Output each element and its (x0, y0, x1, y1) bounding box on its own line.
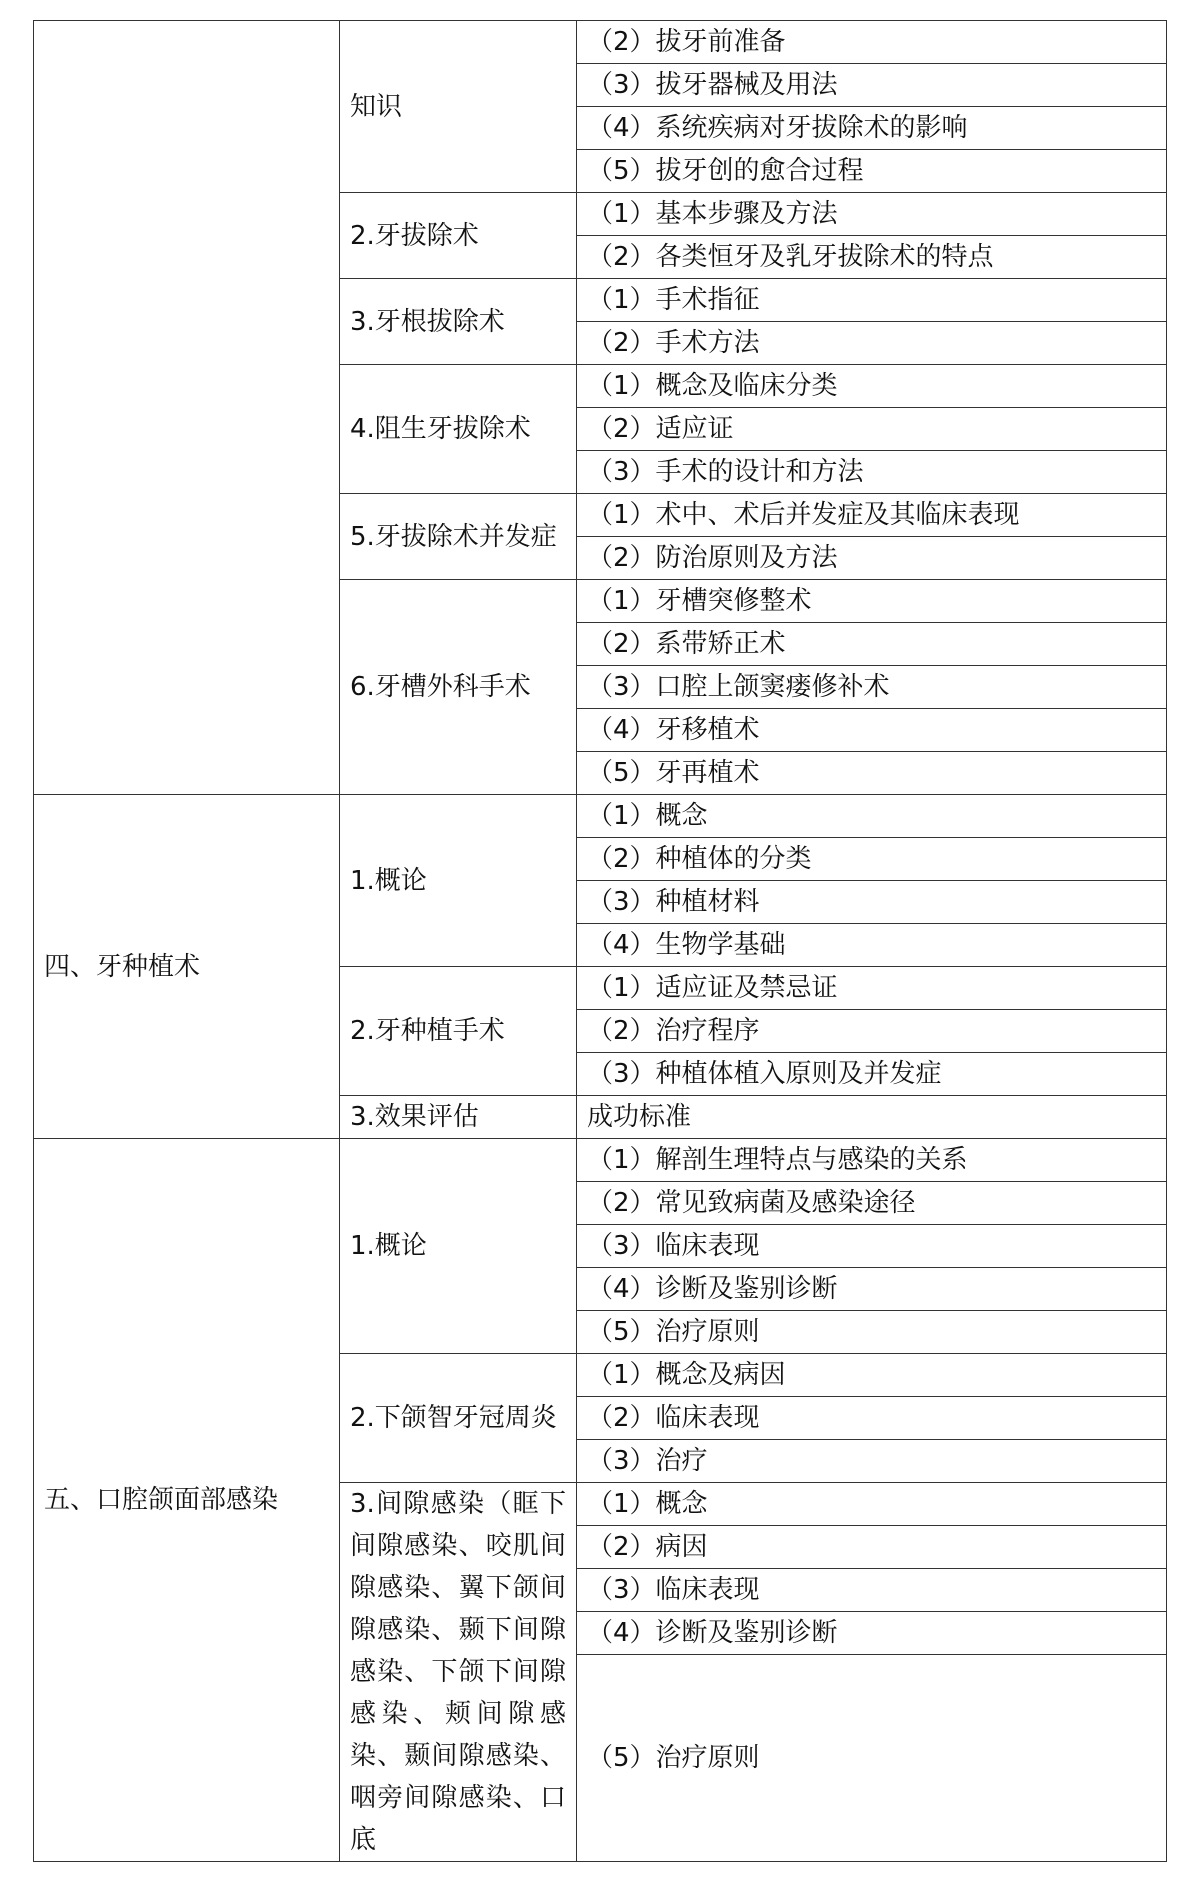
topic-cell: 2.牙种植手术 (340, 967, 577, 1096)
point-cell: （3）口腔上颌窦瘘修补术 (577, 666, 1167, 709)
point-cell: （2）手术方法 (577, 322, 1167, 365)
topic-cell: 1.概论 (340, 1139, 577, 1354)
point-cell: （2）系带矫正术 (577, 623, 1167, 666)
topic-cell: 3.间隙感染（眶下间隙感染、咬肌间隙感染、翼下颌间隙感染、颞下间隙感染、下颌下间隙感染、颊间隙感染、颞间隙感染、咽旁间隙感染、口底 (340, 1483, 577, 1862)
point-cell: （4）系统疾病对牙拔除术的影响 (577, 107, 1167, 150)
point-cell: （1）牙槽突修整术 (577, 580, 1167, 623)
table-row (34, 795, 1167, 838)
point-cell: （3）种植体植入原则及并发症 (577, 1053, 1167, 1096)
point-cell: （5）牙再植术 (577, 752, 1167, 795)
point-cell: （1）概念 (577, 795, 1167, 838)
point-cell: （2）适应证 (577, 408, 1167, 451)
point-cell: （1）概念及临床分类 (577, 365, 1167, 408)
unit-cell (34, 21, 340, 795)
topic-cell: 知识 (340, 21, 577, 193)
point-cell: （2）种植体的分类 (577, 838, 1167, 881)
point-cell: （2）常见致病菌及感染途径 (577, 1182, 1167, 1225)
topic-cell: 4.阻生牙拔除术 (340, 365, 577, 494)
topic-cell: 5.牙拔除术并发症 (340, 494, 577, 580)
point-cell: （1）解剖生理特点与感染的关系 (577, 1139, 1167, 1182)
point-cell: （4）诊断及鉴别诊断 (577, 1612, 1167, 1655)
point-cell: （2）拔牙前准备 (577, 21, 1167, 64)
point-cell: （5）治疗原则 (577, 1655, 1167, 1862)
topic-cell: 2.牙拔除术 (340, 193, 577, 279)
point-cell: （2）防治原则及方法 (577, 537, 1167, 580)
point-cell: （3）治疗 (577, 1440, 1167, 1483)
point-cell: （1）基本步骤及方法 (577, 193, 1167, 236)
point-cell: （3）种植材料 (577, 881, 1167, 924)
topic-cell: 3.效果评估 (340, 1096, 577, 1139)
table-row (34, 1139, 1167, 1182)
point-cell: （3）拔牙器械及用法 (577, 64, 1167, 107)
table-row (34, 21, 1167, 64)
topic-cell: 1.概论 (340, 795, 577, 967)
point-cell: （3）临床表现 (577, 1225, 1167, 1268)
unit-cell: 五、口腔颌面部感染 (34, 1139, 340, 1862)
point-cell: （5）治疗原则 (577, 1311, 1167, 1354)
point-cell: （2）病因 (577, 1526, 1167, 1569)
point-cell: （4）牙移植术 (577, 709, 1167, 752)
topic-cell: 3.牙根拔除术 (340, 279, 577, 365)
point-cell: 成功标准 (577, 1096, 1167, 1139)
unit-cell: 四、牙种植术 (34, 795, 340, 1139)
point-cell: （1）手术指征 (577, 279, 1167, 322)
point-cell: （5）拔牙创的愈合过程 (577, 150, 1167, 193)
point-cell: （4）诊断及鉴别诊断 (577, 1268, 1167, 1311)
point-cell: （1）适应证及禁忌证 (577, 967, 1167, 1010)
point-cell: （4）生物学基础 (577, 924, 1167, 967)
point-cell: （2）临床表现 (577, 1397, 1167, 1440)
point-cell: （1）术中、术后并发症及其临床表现 (577, 494, 1167, 537)
point-cell: （2）治疗程序 (577, 1010, 1167, 1053)
topic-cell: 6.牙槽外科手术 (340, 580, 577, 795)
point-cell: （3）临床表现 (577, 1569, 1167, 1612)
topic-cell: 2.下颌智牙冠周炎 (340, 1354, 577, 1483)
point-cell: （1）概念及病因 (577, 1354, 1167, 1397)
point-cell: （2）各类恒牙及乳牙拔除术的特点 (577, 236, 1167, 279)
syllabus-table (33, 20, 1167, 1862)
point-cell: （1）概念 (577, 1483, 1167, 1526)
point-cell: （3）手术的设计和方法 (577, 451, 1167, 494)
